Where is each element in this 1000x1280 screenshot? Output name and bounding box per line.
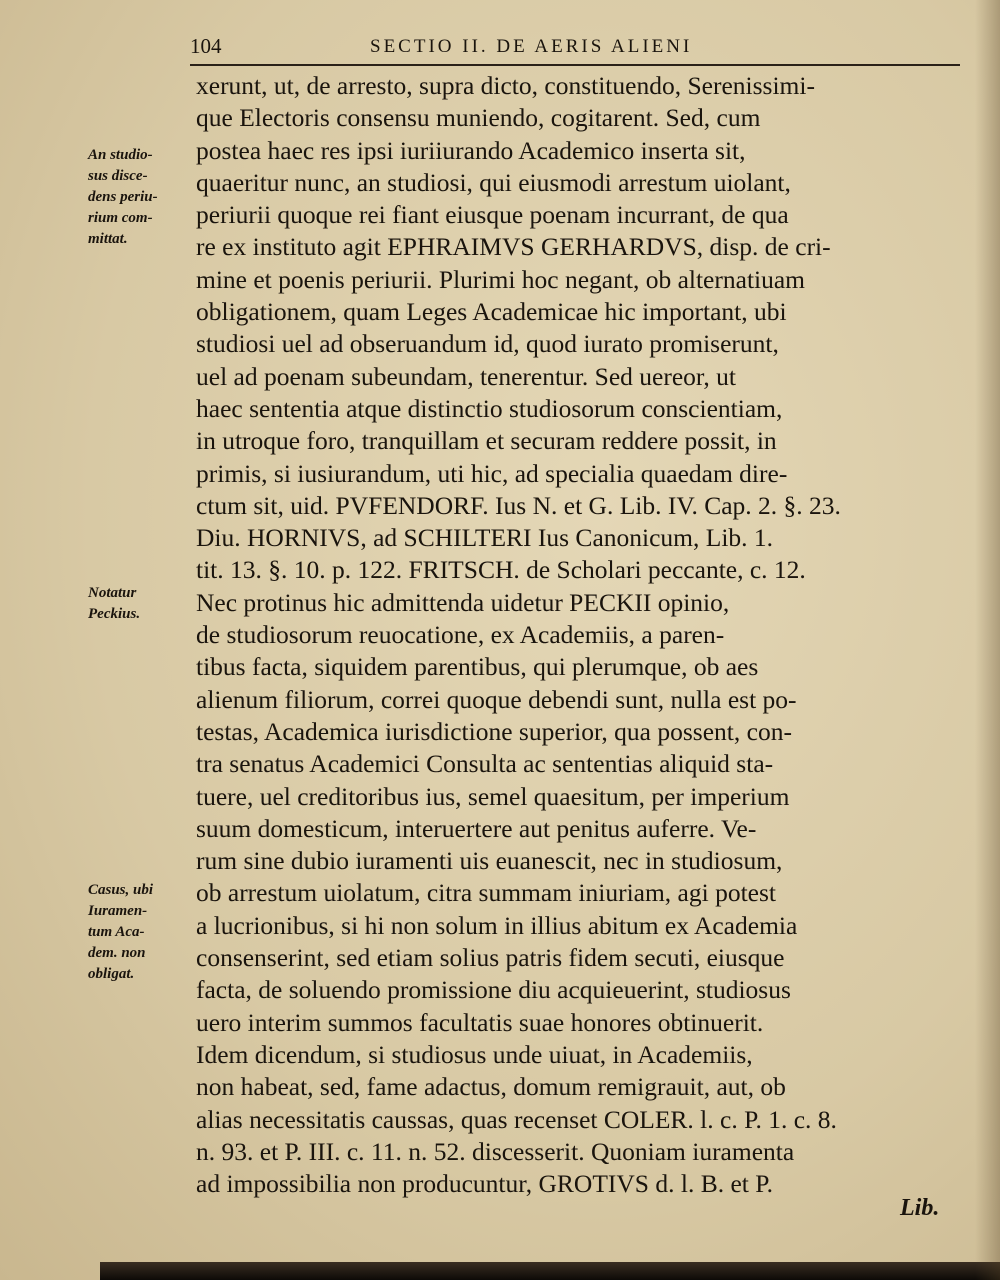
text-line: ob arrestum uiolatum, citra summam iniuriam, agi potest <box>196 878 777 908</box>
page-number: 104 <box>190 34 222 58</box>
text-line: in utroque foro, tranquillam et securam reddere possit, in <box>196 426 777 456</box>
text-line: de studiosorum reuocatione, ex Academiis, a paren- <box>196 620 725 650</box>
margin-note-text: Notatur Peckius. <box>88 585 141 622</box>
text-line: xerunt, ut, de arresto, supra dicto, constituendo, Serenissimi- <box>196 71 815 100</box>
text-line: quaeritur nunc, an studiosi, qui eiusmodi arrestum uiolant, <box>196 167 791 197</box>
text-line: Idem dicendum, si studiosus unde uiuat, in Academiis, <box>196 1039 753 1069</box>
text-line: primis, si iusiurandum, uti hic, ad specialia quaedam dire- <box>196 458 788 488</box>
page-header <box>190 34 960 64</box>
text-line: rum sine dubio iuramenti uis euanescit, nec in studiosum, <box>196 846 783 876</box>
page-edge-shadow <box>975 0 1000 1280</box>
text-line: obligationem, quam Leges Academicae hic important, ubi <box>196 297 787 327</box>
margin-note-studiosus <box>88 145 188 250</box>
body-text <box>196 70 956 1200</box>
text-line: uero interim summos facultatis suae honores obtinuerit. <box>196 1007 764 1037</box>
text-line: testas, Academica iurisdictione superior, qua possent, con- <box>196 716 792 746</box>
bottom-shadow-bar <box>100 1262 1000 1280</box>
text-line: postea haec res ipsi iuriiurando Academico inserta sit, <box>196 135 746 165</box>
margin-note-text: Casus, ubi Iuramen- tum Aca- dem. non obligat. <box>88 882 154 982</box>
text-line: uel ad poenam subeundam, tenerentur. Sed uereor, ut <box>196 361 736 391</box>
text-line: tuere, uel creditoribus ius, semel quaesitum, per imperium <box>196 781 790 811</box>
text-line: a lucrionibus, si hi non solum in illius abitum ex Academia <box>196 910 798 940</box>
margin-note-peckius <box>88 583 188 625</box>
margin-note-text: An studio- sus disce- dens periu- rium com- mittat. <box>88 147 158 247</box>
text-line: Nec protinus hic admittenda uidetur PECKII opinio, <box>196 587 730 617</box>
text-line: consenserint, sed etiam solius patris fidem secuti, eiusque <box>196 943 785 973</box>
text-line: tra senatus Academici Consulta ac sententias aliquid sta- <box>196 749 774 779</box>
text-line: periurii quoque rei fiant eiusque poenam incurrant, de qua <box>196 200 789 230</box>
running-title: SECTIO II. DE AERIS ALIENI <box>370 36 693 57</box>
text-line: alienum filiorum, correi quoque debendi sunt, nulla est po- <box>196 684 797 714</box>
text-line: facta, de soluendo promissione diu acquieuerint, studiosus <box>196 975 791 1005</box>
catchword: Lib. <box>900 1195 940 1221</box>
text-line: tibus facta, siquidem parentibus, qui plerumque, ob aes <box>196 652 759 682</box>
text-line: re ex instituto agit EPHRAIMVS GERHARDVS, disp. de cri- <box>196 232 831 262</box>
text-line: Diu. HORNIVS, ad SCHILTERI Ius Canonicum, Lib. 1. <box>196 523 774 553</box>
text-line: ctum sit, uid. PVFENDORF. Ius N. et G. Lib. IV. Cap. 2. §. 23. <box>196 490 841 520</box>
text-line: ad impossibilia non producuntur, GROTIVS d. l. B. et P. <box>196 1169 773 1199</box>
text-line: suum domesticum, interuertere aut penitus auferre. Ve- <box>196 813 757 843</box>
text-line: que Electoris consensu muniendo, cogitarent. Sed, cum <box>196 103 761 133</box>
text-line: studiosi uel ad obseruandum id, quod iurato promiserunt, <box>196 329 779 359</box>
text-line: tit. 13. §. 10. p. 122. FRITSCH. de Scholari peccante, c. 12. <box>196 555 806 585</box>
text-line: alias necessitatis caussas, quas recenset COLER. l. c. P. 1. c. 8. <box>196 1104 837 1134</box>
margin-note-casus <box>88 880 188 985</box>
header-rule <box>190 64 960 66</box>
text-line: mine et poenis periurii. Plurimi hoc negant, ob alternatiuam <box>196 264 806 294</box>
text-line: haec sententia atque distinctio studiosorum conscientiam, <box>196 393 783 423</box>
text-line: n. 93. et P. III. c. 11. n. 52. discesserit. Quoniam iuramenta <box>196 1136 795 1166</box>
text-line: non habeat, sed, fame adactus, domum remigrauit, aut, ob <box>196 1072 786 1102</box>
